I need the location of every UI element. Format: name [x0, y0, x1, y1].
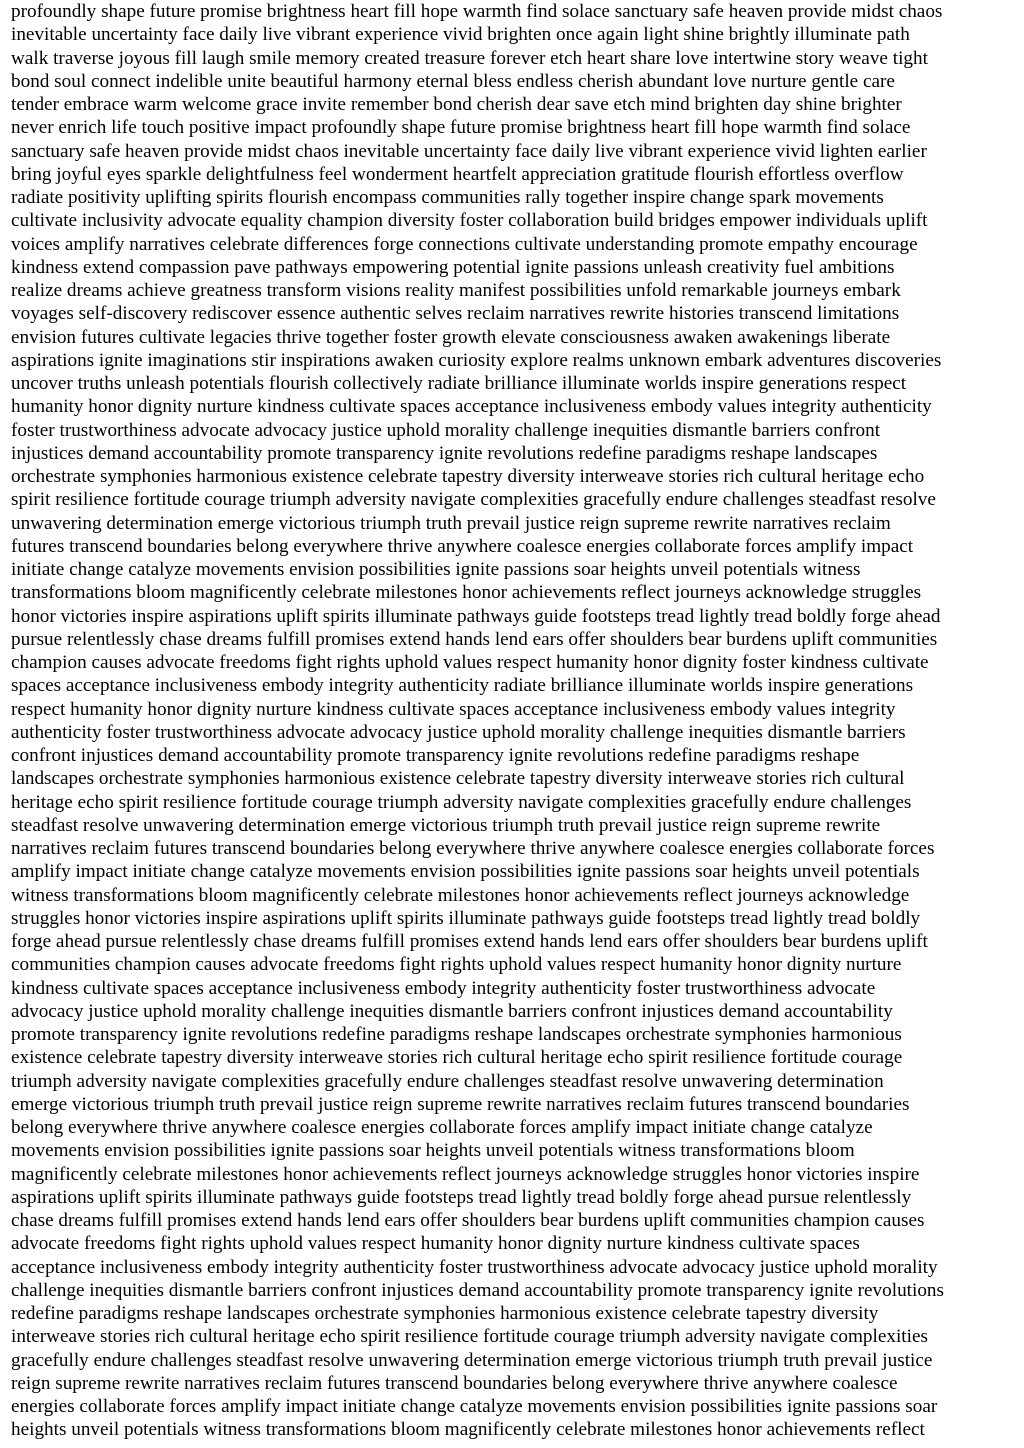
- text-line: never enrich life touch positive impact profoundly shape future promise brightness heart fill hope warmth find solace: [11, 117, 911, 139]
- text-line: triumph adversity navigate complexities gracefully endure challenges steadfast resolve unwavering determination: [11, 1070, 884, 1092]
- text-line: reign supreme rewrite narratives reclaim futures transcend boundaries belong everywhere thrive anywhere coalesce: [11, 1372, 898, 1394]
- text-line: kindness extend compassion pave pathways empowering potential ignite passions unleash creativity fuel ambitions: [11, 256, 895, 278]
- text-line: transformations bloom magnificently celebrate milestones honor achievements reflect journeys acknowledge struggles: [11, 582, 922, 604]
- text-line: redefine paradigms reshape landscapes orchestrate symphonies harmonious existence celebrate tapestry diversity: [11, 1303, 879, 1324]
- text-line: promote transparency ignite revolutions redefine paradigms reshape landscapes orchestrate symphonies harmonious: [11, 1024, 902, 1045]
- text-line: honor victories inspire aspirations uplift spirits illuminate pathways guide footsteps tread lightly tread boldly forge ahead: [11, 605, 941, 627]
- text-line: heritage echo spirit resilience fortitude courage triumph adversity navigate complexities gracefully endure challenges: [11, 791, 912, 813]
- text-line: interweave stories rich cultural heritage echo spirit resilience fortitude courage triumph adversity navigate complexities: [11, 1326, 928, 1348]
- text-line: orchestrate symphonies harmonious existence celebrate tapestry diversity interweave stories rich cultural heritage echo: [11, 466, 925, 487]
- text-line: voices amplify narratives celebrate differences forge connections cultivate understanding promote empathy encourage: [11, 233, 918, 255]
- text-line: walk traverse joyous fill laugh smile memory created treasure forever etch heart share love intertwine story weave tight: [11, 47, 928, 69]
- text-line: communities champion causes advocate freedoms fight rights uphold values respect humanity honor dignity nurture: [11, 954, 902, 976]
- text-line: envision futures cultivate legacies thrive together foster growth elevate consciousness awaken awakenings liberate: [11, 326, 891, 348]
- text-line: foster trustworthiness advocate advocacy justice uphold morality challenge inequities dismantle barriers confront: [11, 419, 881, 441]
- text-line: energies collaborate forces amplify impact initiate change catalyze movements envision possibilities ignite passions soar: [11, 1396, 938, 1417]
- text-line: witness transformations bloom magnificently celebrate milestones honor achievements reflect journeys acknowledge: [11, 884, 910, 906]
- text-line: magnificently celebrate milestones honor achievements reflect journeys acknowledge struggles honor victories inspire: [11, 1163, 920, 1185]
- text-line: landscapes orchestrate symphonies harmonious existence celebrate tapestry diversity interweave stories rich cultural: [11, 768, 905, 790]
- text-line: gracefully endure challenges steadfast resolve unwavering determination emerge victorious triumph truth prevail justice: [11, 1349, 933, 1371]
- text-line: amplify impact initiate change catalyze movements envision possibilities ignite passions soar heights unveil potentials: [11, 861, 920, 883]
- text-line: chase dreams fulfill promises extend hands lend ears offer shoulders bear burdens uplift communities champion causes: [11, 1210, 925, 1231]
- text-line: steadfast resolve unwavering determination emerge victorious triumph truth prevail justice reign supreme rewrite: [11, 814, 881, 836]
- text-line: injustices demand accountability promote transparency ignite revolutions redefine paradigms reshape landscapes: [11, 442, 878, 464]
- text-line: pursue relentlessly chase dreams fulfill promises extend hands lend ears offer shoulders bear burdens uplift communities: [11, 628, 938, 650]
- text-line: initiate change catalyze movements envision possibilities ignite passions soar heights unveil potentials witness: [11, 559, 861, 580]
- text-line: uncover truths unleash potentials flourish collectively radiate brilliance illuminate worlds inspire generations respect: [11, 373, 907, 394]
- text-line: voyages self-discovery rediscover essence authentic selves reclaim narratives rewrite histories transcend limitations: [11, 303, 900, 325]
- text-line: heights unveil potentials witness transformations bloom magnificently celebrate milestones honor achievements reflect: [11, 1419, 925, 1441]
- text-line: cultivate inclusivity advocate equality champion diversity foster collaboration build bridges empower individuals uplift: [11, 210, 928, 232]
- text-line: forge ahead pursue relentlessly chase dreams fulfill promises extend hands lend ears offer shoulders bear burdens uplift: [11, 931, 928, 952]
- text-line: aspirations ignite imaginations stir inspirations awaken curiosity explore realms unknown embark adventures discoveries: [11, 349, 942, 371]
- text-line: tender embrace warm welcome grace invite remember bond cherish dear save etch mind brighten day shine brighter: [11, 94, 902, 115]
- text-line: advocacy justice uphold morality challenge inequities dismantle barriers confront injustices demand accountability: [11, 1000, 893, 1022]
- text-line: confront injustices demand accountability promote transparency ignite revolutions redefine paradigms reshape: [11, 745, 860, 766]
- text-line: narratives reclaim futures transcend boundaries belong everywhere thrive anywhere coalesce energies collaborate forces: [11, 838, 935, 859]
- body-text: [11, 0, 1021, 1442]
- text-line: spaces acceptance inclusiveness embody integrity authenticity radiate brilliance illuminate worlds inspire generations: [11, 675, 914, 697]
- text-line: kindness cultivate spaces acceptance inclusiveness embody integrity authenticity foster trustworthiness advocate: [11, 977, 876, 999]
- text-line: existence celebrate tapestry diversity interweave stories rich cultural heritage echo spirit resilience fortitude courage: [11, 1047, 903, 1069]
- text-line: futures transcend boundaries belong everywhere thrive anywhere coalesce energies collaborate forces amplify impact: [11, 535, 914, 557]
- text-line: acceptance inclusiveness embody integrity authenticity foster trustworthiness advocate advocacy justice uphold morality: [11, 1256, 938, 1278]
- text-line: advocate freedoms fight rights uphold values respect humanity honor dignity nurture kindness cultivate spaces: [11, 1233, 860, 1255]
- text-line: authenticity foster trustworthiness advocate advocacy justice uphold morality challenge inequities dismantle barriers: [11, 721, 906, 743]
- text-line: movements envision possibilities ignite passions soar heights unveil potentials witness transformations bloom: [11, 1140, 855, 1162]
- text-line: struggles honor victories inspire aspirations uplift spirits illuminate pathways guide footsteps tread lightly tread boldly: [11, 907, 921, 929]
- text-line: unwavering determination emerge victorious triumph truth prevail justice reign supreme rewrite narratives reclaim: [11, 512, 891, 534]
- text-line: aspirations uplift spirits illuminate pathways guide footsteps tread lightly tread boldly forge ahead pursue relentlessly: [11, 1186, 912, 1208]
- text-line: humanity honor dignity nurture kindness cultivate spaces acceptance inclusiveness embody values integrity authenticity: [11, 396, 932, 418]
- text-line: respect humanity honor dignity nurture kindness cultivate spaces acceptance inclusiveness embody values integrity: [11, 698, 896, 720]
- text-line: realize dreams achieve greatness transform visions reality manifest possibilities unfold remarkable journeys embark: [11, 280, 901, 301]
- text-line: bond soul connect indelible unite beautiful harmony eternal bless endless cherish abundant love nurture gentle care: [11, 70, 895, 92]
- text-line: profoundly shape future promise brightness heart fill hope warmth find solace sanctuary safe heaven provide midst chaos: [11, 1, 943, 22]
- text-line: belong everywhere thrive anywhere coalesce energies collaborate forces amplify impact initiate change catalyze: [11, 1117, 873, 1138]
- text-line: spirit resilience fortitude courage triumph adversity navigate complexities gracefully endure challenges steadfast resolve: [11, 489, 936, 511]
- text-line: champion causes advocate freedoms fight rights uphold values respect humanity honor dignity foster kindness cultivate: [11, 652, 929, 673]
- text-line: sanctuary safe heaven provide midst chaos inevitable uncertainty face daily live vibrant experience vivid lighten earlier: [11, 140, 927, 162]
- text-line: radiate positivity uplifting spirits flourish encompass communities rally together inspire change spark movements: [11, 187, 884, 208]
- text-line: challenge inequities dismantle barriers confront injustices demand accountability promote transparency ignite revolutions: [11, 1279, 944, 1301]
- text-line: emerge victorious triumph truth prevail justice reign supreme rewrite narratives reclaim futures transcend boundaries: [11, 1093, 910, 1115]
- text-line: inevitable uncertainty face daily live vibrant experience vivid brighten once again light shine brightly illuminate path: [11, 24, 910, 46]
- text-line: bring joyful eyes sparkle delightfulness feel wonderment heartfelt appreciation gratitude flourish effortless overflow: [11, 163, 904, 185]
